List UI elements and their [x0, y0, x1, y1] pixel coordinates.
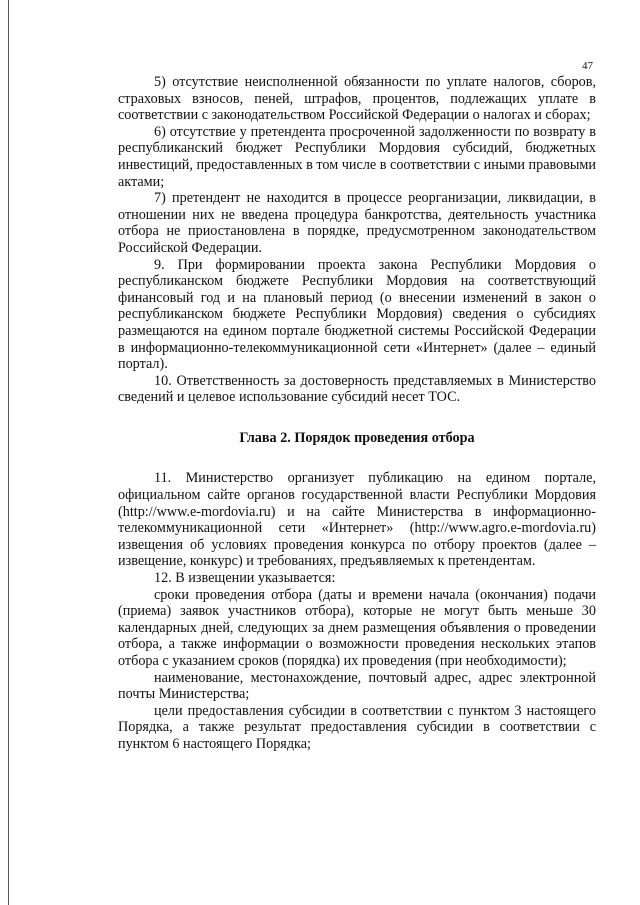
paragraph-item-6: 6) отсутствие у претендента просроченной задолженности по возврату в республиканский бюджет Республики Мордовия субсидий, бюджетных инвестиций, предоставленных в том числе в соответствии с иными правовыми актами; — [118, 123, 596, 190]
paragraph-notice-deadlines: сроки проведения отбора (даты и времени начала (окончания) подачи (приема) заявок участников отбора), которые не могут быть меньше 30 календарных дней, следующих за днем размещения объявления о проведении отбора, а также информации о возможности проведения нескольких этапов отбора с указанием сроков (порядка) их проведения (при необходимости); — [118, 586, 596, 669]
paragraph-clause-12: 12. В извещении указывается: — [154, 570, 336, 587]
document-body — [118, 74, 596, 753]
paragraph-clause-11: 11. Министерство организует публикацию на едином портале, официальном сайте органов государственной власти Республики Мордовия (http://www.e-mordovia.ru) и на сайте Министерства в информационно-телекоммуникационной сети «Интернет» (http://www.agro.e-mordovia.ru) извещения об условиях проведения конкурса по отбору проектов (далее – извещение, конкурс) и требованиях, предъявляемых к претендентам. — [118, 470, 596, 570]
chapter-heading: Глава 2. Порядок проведения отбора — [239, 429, 475, 446]
page-edge-line — [8, 0, 9, 905]
paragraph-clause-10: 10. Ответственность за достоверность представляемых в Министерство сведений и целевое использование субсидий несет ТОС. — [118, 372, 596, 406]
paragraph-notice-address: наименование, местонахождение, почтовый адрес, адрес электронной почты Министерства; — [118, 669, 596, 703]
paragraph-notice-goals: цели предоставления субсидии в соответствии с пунктом 3 настоящего Порядка, а также результат предоставления субсидии в соответствии с пунктом 6 настоящего Порядка; — [118, 702, 596, 752]
page-number: 47 — [582, 60, 593, 72]
paragraph-item-7: 7) претендент не находится в процессе реорганизации, ликвидации, в отношении них не введена процедура банкротства, деятельность участника отбора не приостановлена в порядке, предусмотренном законодательством Российской Федерации. — [118, 190, 596, 256]
paragraph-item-5: 5) отсутствие неисполненной обязанности по уплате налогов, сборов, страховых взносов, пеней, штрафов, процентов, подлежащих уплате в соответствии с законодательством Российской Федерации о налогах и сборах; — [118, 74, 596, 124]
paragraph-clause-9: 9. При формировании проекта закона Республики Мордовия о республиканском бюджете Республики Мордовия на соответствующий финансовый год и на плановый период (о внесении изменений в закон о республиканском бюджете Республики Мордовия) сведения о субсидиях размещаются на едином портале бюджетной системы Российской Федерации в информационно-телекоммуникационной сети «Интернет» (далее – единый портал). — [118, 256, 596, 373]
